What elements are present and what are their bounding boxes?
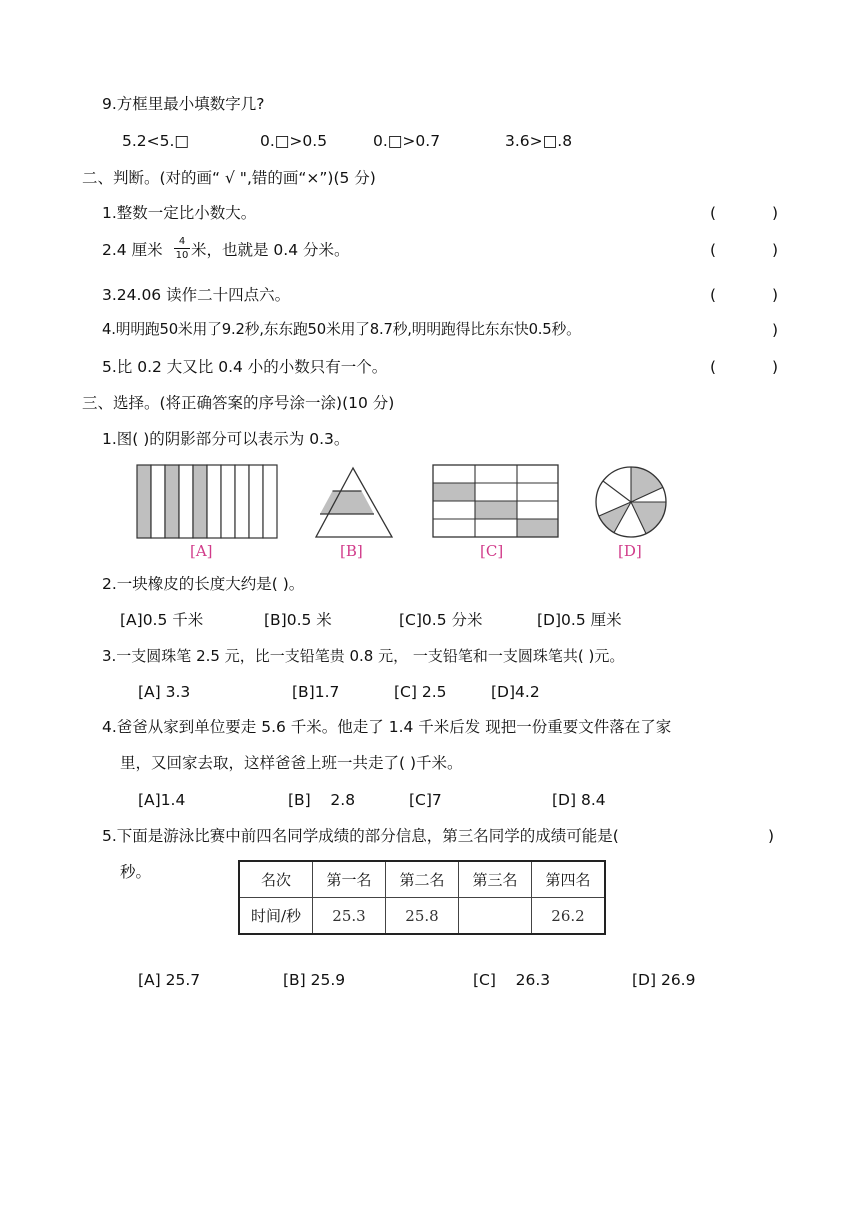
choice-q4-option-c: [C]7 — [409, 791, 442, 809]
table-row-label: 时间/秒 — [239, 898, 313, 935]
figure-d-label: [D] — [618, 542, 642, 560]
choice-q2-option-a: [A]0.5 千米 — [120, 611, 204, 629]
choice-q5-option-d: [D] 26.9 — [632, 971, 696, 989]
q9-item-2: 0.□>0.5 — [260, 132, 328, 150]
figure-a-label: [A] — [190, 542, 213, 560]
figure-b-triangle — [316, 468, 392, 537]
choice-q2-option-b: [B]0.5 米 — [264, 611, 332, 629]
table-row — [239, 898, 605, 935]
choice-q4-option-d: [D] 8.4 — [552, 791, 606, 809]
table-header-cell: 第二名 — [386, 861, 459, 898]
section3-header: 三、选择。(将正确答案的序号涂一涂)(10 分) — [82, 394, 395, 412]
choice-q5-paren-close: ) — [768, 827, 775, 845]
choice-q3: 3.一支圆珠笔 2.5 元，比一支铅笔贵 0.8 元， 一支铅笔和一支圆珠笔共( )元。 — [102, 647, 625, 665]
table-header-cell: 第一名 — [313, 861, 386, 898]
table-header-cell: 名次 — [239, 861, 313, 898]
judge-q5-paren-open: ( — [710, 358, 717, 376]
table-cell: 25.8 — [386, 898, 459, 935]
figure-c-label: [C] — [480, 542, 504, 560]
q9-item-1: 5.2<5.□ — [122, 132, 190, 150]
section2-header: 二、判断。(对的画“ √ ",错的画“×”)(5 分) — [82, 169, 376, 187]
choice-q5-option-a: [A] 25.7 — [138, 971, 201, 989]
judge-q1-paren-open: ( — [710, 204, 717, 222]
judge-q5: 5.比 0.2 大又比 0.4 小的小数只有一个。 — [102, 358, 388, 376]
table-header-cell: 第四名 — [532, 861, 606, 898]
table-header-cell: 第三名 — [459, 861, 532, 898]
choice-q3-option-d: [D]4.2 — [491, 683, 540, 701]
q9-title: 9.方框里最小填数字几? — [102, 95, 265, 113]
judge-q2-suffix: 米，也就是 0.4 分米。 — [191, 241, 350, 259]
choice-q4-option-a: [A]1.4 — [138, 791, 186, 809]
judge-q3-paren-close: ) — [772, 286, 779, 304]
choice-q3-option-c: [C] 2.5 — [394, 683, 447, 701]
figure-b-label: [B] — [340, 542, 363, 560]
judge-q2-paren-close: ) — [772, 241, 779, 259]
choice-q4-option-b: [B] 2.8 — [288, 791, 356, 809]
table-cell-blank — [459, 898, 532, 935]
choice-q2-option-c: [C]0.5 分米 — [399, 611, 483, 629]
choice-q2: 2.一块橡皮的长度大约是( )。 — [102, 575, 305, 593]
choice-q3-option-a: [A] 3.3 — [138, 683, 191, 701]
q9-item-4: 3.6>□.8 — [505, 132, 573, 150]
table-cell: 25.3 — [313, 898, 386, 935]
choice-q3-option-b: [B]1.7 — [292, 683, 340, 701]
choice-q5-line2: 秒。 — [120, 863, 152, 881]
q9-item-3: 0.□>0.7 — [373, 132, 441, 150]
judge-q3: 3.24.06 读作二十四点六。 — [102, 286, 291, 304]
fraction-denominator: 10 — [175, 250, 189, 261]
choice-q4-line1: 4.爸爸从家到单位要走 5.6 千米。他走了 1.4 千米后发 现把一份重要文件落在了家 — [102, 718, 672, 736]
choice-q5-option-c: [C] 26.3 — [473, 971, 551, 989]
choice-q5-option-b: [B] 25.9 — [283, 971, 346, 989]
fraction-numerator: 4 — [178, 236, 186, 247]
table-cell: 26.2 — [532, 898, 606, 935]
choice-q1: 1.图( )的阴影部分可以表示为 0.3。 — [102, 430, 350, 448]
judge-q1-paren-close: ) — [772, 204, 779, 222]
swim-results-table — [238, 860, 606, 935]
judge-q1: 1.整数一定比小数大。 — [102, 204, 257, 222]
choice-q4-line2: 里，又回家去取，这样爸爸上班一共走了( )千米。 — [120, 754, 463, 772]
figure-d-circle — [596, 467, 666, 537]
fraction-figures — [0, 0, 860, 560]
judge-q2-paren-open: ( — [710, 241, 717, 259]
choice-q2-option-d: [D]0.5 厘米 — [537, 611, 622, 629]
figure-a-strips — [137, 465, 277, 538]
judge-q2-prefix: 2.4 厘米 — [102, 241, 163, 259]
judge-q4-paren-close: ) — [772, 321, 779, 339]
figure-c-grid — [433, 465, 558, 537]
choice-q5-line1: 5.下面是游泳比赛中前四名同学成绩的部分信息，第三名同学的成绩可能是( — [102, 827, 619, 845]
judge-q4: 4.明明跑50米用了9.2秒,东东跑50米用了8.7秒,明明跑得比东东快0.5秒。 — [102, 321, 581, 338]
judge-q3-paren-open: ( — [710, 286, 717, 304]
table-header-row — [239, 861, 605, 898]
judge-q5-paren-close: ) — [772, 358, 779, 376]
